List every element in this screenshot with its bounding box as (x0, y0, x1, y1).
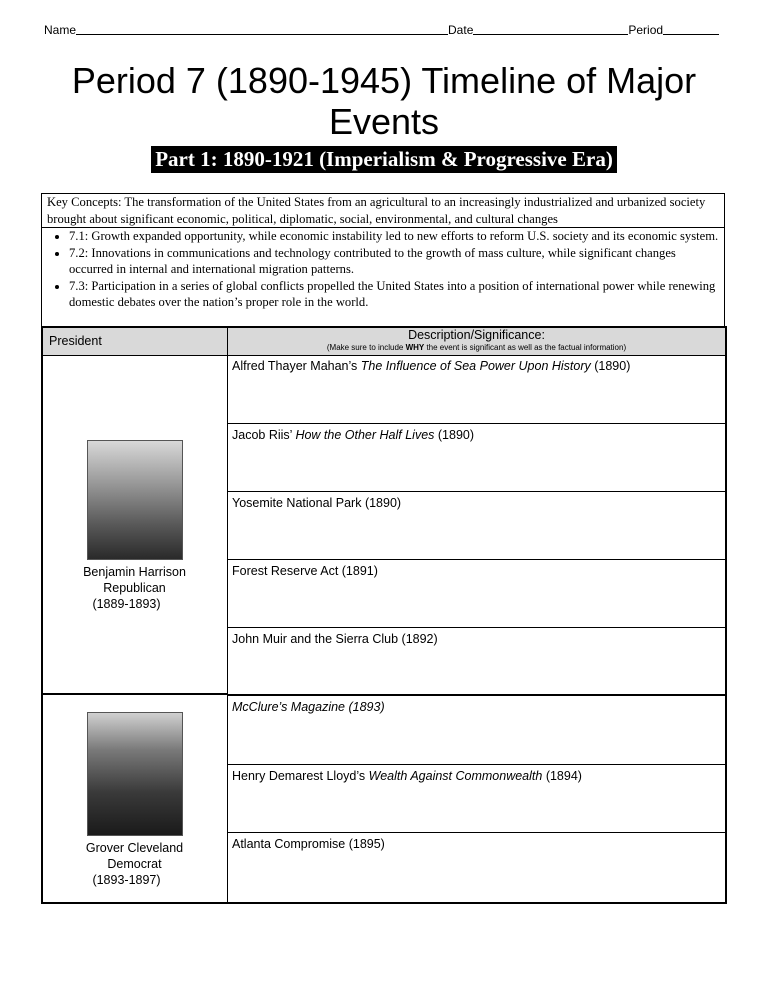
president-years: (1893-1897) (92, 873, 161, 887)
timeline-table (41, 326, 727, 904)
header-fields (44, 22, 724, 37)
event-row[interactable]: Alfred Thayer Mahan’s The Influence of Sea Power Upon History (1890) (227, 355, 725, 424)
date-field[interactable] (473, 22, 628, 35)
key-concept-item: • 7.3: Participation in a series of global conflicts propelled the United States into a position of international power while renewing domestic debates over the nation’s proper role in the world. (69, 278, 719, 311)
description-header-note: (Make sure to include WHY the event is significant as well as the factual information) (326, 343, 627, 352)
key-concepts-box (41, 193, 725, 327)
part-heading: Part 1: 1890-1921 (Imperialism & Progressive Era) (151, 146, 617, 173)
president-years: (1889-1893) (92, 597, 161, 611)
name-field[interactable] (76, 22, 448, 35)
period-field[interactable] (663, 22, 719, 35)
event-row[interactable]: Yosemite National Park (1890) (227, 491, 725, 560)
name-label: Name (44, 23, 77, 37)
president-cleveland (43, 712, 226, 888)
key-concept-item: • 7.2: Innovations in communications and technology contributed to the growth of mass culture, while significant changes occurred in internal and international migration patterns. (69, 245, 719, 278)
description-header-title: Description/Significance: (408, 328, 545, 342)
table-header (43, 328, 725, 356)
period-label: Period (628, 23, 664, 37)
date-label: Date (448, 23, 474, 37)
president-party: Democrat (107, 857, 162, 871)
president-party: Republican (103, 581, 166, 595)
page-title: Period 7 (1890-1945) Timeline of Major Events (71, 60, 697, 142)
president-header: President (49, 334, 102, 348)
part-heading-wrap (0, 146, 768, 173)
key-concepts-intro: Key Concepts: The transformation of the United States from an agricultural to an increasingly industrialized and urbanized society brought about significant economic, political, diplomatic, social, environmental, and cultural changes (42, 194, 724, 228)
event-row[interactable]: McClure’s Magazine (1893) (227, 694, 725, 764)
event-row[interactable]: Forest Reserve Act (1891) (227, 559, 725, 628)
event-row[interactable]: Atlanta Compromise (1895) (227, 832, 725, 902)
president-harrison (43, 440, 226, 612)
event-row[interactable]: John Muir and the Sierra Club (1892) (227, 627, 725, 695)
president-name: Benjamin Harrison (83, 565, 186, 579)
harrison-portrait (87, 440, 183, 560)
description-header (227, 328, 725, 355)
key-concepts-list (47, 228, 719, 311)
president-name: Grover Cleveland (85, 841, 184, 855)
key-concept-item: • 7.1: Growth expanded opportunity, while economic instability led to new efforts to reform U.S. society and its economic system. (69, 228, 719, 245)
event-row[interactable]: Henry Demarest Lloyd’s Wealth Against Commonwealth (1894) (227, 764, 725, 833)
president-divider (43, 693, 227, 695)
event-row[interactable]: Jacob Riis’ How the Other Half Lives (1890) (227, 423, 725, 492)
cleveland-portrait (87, 712, 183, 836)
